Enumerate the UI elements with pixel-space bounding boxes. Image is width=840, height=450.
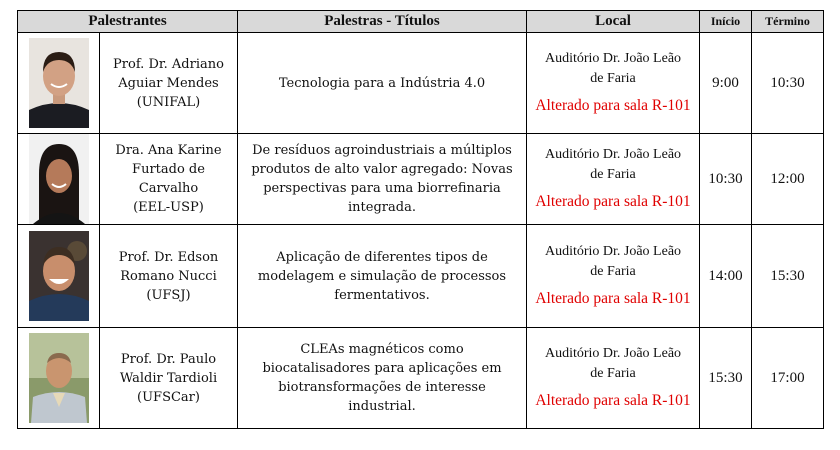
- end-time: 15:30: [752, 225, 824, 328]
- header-end: Término: [752, 11, 824, 33]
- table-row: [18, 134, 824, 225]
- photo-cell: [18, 33, 100, 134]
- photo-cell: [18, 225, 100, 328]
- talk-title: Tecnologia para a Indústria 4.0: [238, 33, 527, 134]
- altered-note: Alterado para sala R-101: [535, 97, 691, 114]
- local-cell: [527, 134, 700, 225]
- altered-note: Alterado para sala R-101: [535, 193, 691, 210]
- header-titles: Palestras - Títulos: [238, 11, 527, 33]
- speaker-name: Prof. Dr. Adriano Aguiar Mendes (UNIFAL): [100, 33, 238, 134]
- speaker-photo: [29, 38, 89, 128]
- header-local: Local: [527, 11, 700, 33]
- header-row: [18, 11, 824, 33]
- local-cell: [527, 328, 700, 429]
- speaker-name: Prof. Dr. Edson Romano Nucci (UFSJ): [100, 225, 238, 328]
- end-time: 17:00: [752, 328, 824, 429]
- local-name: Auditório Dr. João Leão de Faria: [544, 346, 682, 381]
- speaker-photo: [29, 134, 89, 224]
- end-time: 10:30: [752, 33, 824, 134]
- photo-cell: [18, 328, 100, 429]
- local-name: Auditório Dr. João Leão de Faria: [544, 147, 682, 182]
- table-row: [18, 33, 824, 134]
- header-start: Início: [700, 11, 752, 33]
- local-name: Auditório Dr. João Leão de Faria: [544, 244, 682, 279]
- header-speakers: Palestrantes: [18, 11, 238, 33]
- speaker-name: Prof. Dr. Paulo Waldir Tardioli (UFSCar): [100, 328, 238, 429]
- start-time: 15:30: [700, 328, 752, 429]
- local-name: Auditório Dr. João Leão de Faria: [544, 51, 682, 86]
- start-time: 10:30: [700, 134, 752, 225]
- speaker-photo: [29, 231, 89, 321]
- talk-title: De resíduos agroindustriais a múltiplos produtos de alto valor agregado: Novas perspectivas para uma biorrefinaria integrada.: [238, 134, 527, 225]
- altered-note: Alterado para sala R-101: [535, 392, 691, 409]
- local-cell: [527, 225, 700, 328]
- talk-title: Aplicação de diferentes tipos de modelagem e simulação de processos fermentativos.: [238, 225, 527, 328]
- start-time: 14:00: [700, 225, 752, 328]
- start-time: 9:00: [700, 33, 752, 134]
- table-row: [18, 328, 824, 429]
- photo-cell: [18, 134, 100, 225]
- schedule-table: [17, 10, 824, 429]
- speaker-name: Dra. Ana Karine Furtado de Carvalho (EEL-USP): [100, 134, 238, 225]
- end-time: 12:00: [752, 134, 824, 225]
- local-cell: [527, 33, 700, 134]
- table-row: [18, 225, 824, 328]
- talk-title: CLEAs magnéticos como biocatalisadores para aplicações em biotransformações de interesse industrial.: [238, 328, 527, 429]
- altered-note: Alterado para sala R-101: [535, 290, 691, 307]
- speaker-photo: [29, 333, 89, 423]
